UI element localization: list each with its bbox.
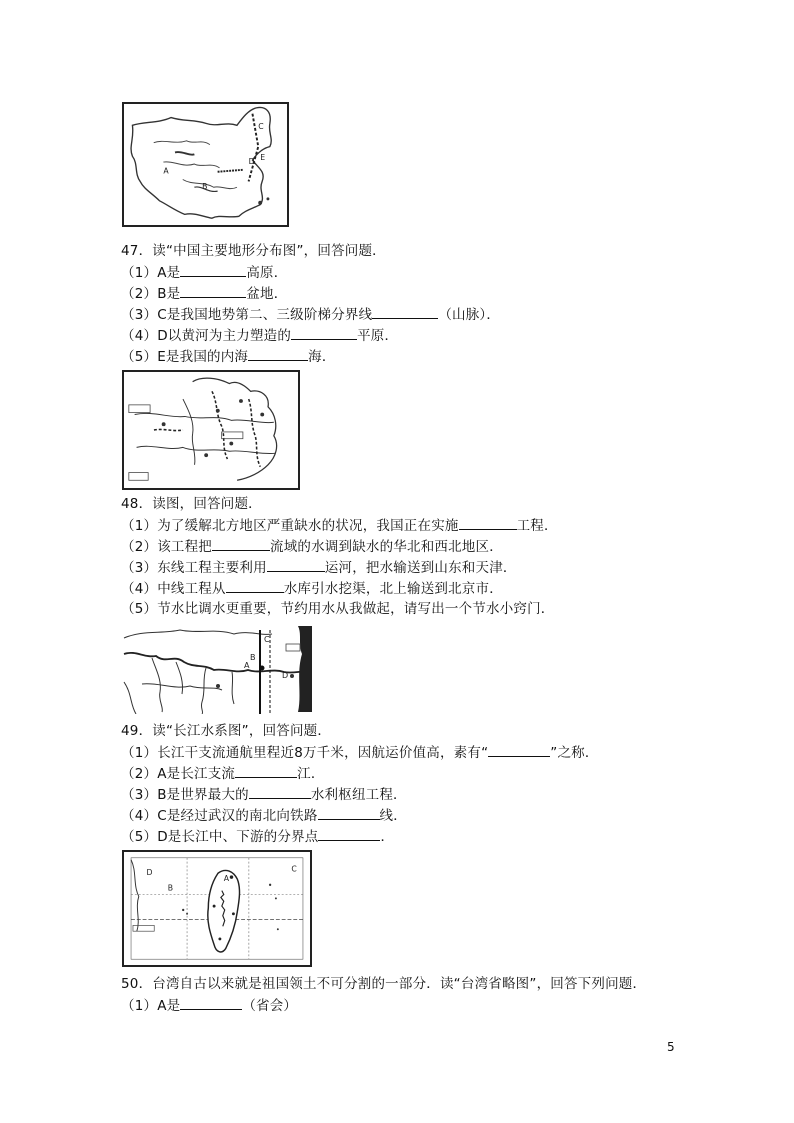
q50-item-1: （1）A是 （省会） — [121, 998, 298, 1014]
map-label-b: B — [202, 182, 208, 192]
q49-item-4: （4）C是经过武汉的南北向铁路 线． — [121, 808, 407, 824]
taiwan-map — [122, 850, 312, 967]
map-label-a: A — [163, 166, 169, 176]
water-diversion-map — [122, 370, 300, 490]
map-label-b: B — [167, 883, 174, 893]
page-number: 5 — [667, 1040, 675, 1054]
q47-item-3: （3）C是我国地势第二、三级阶梯分界线 （山脉）． — [121, 307, 501, 323]
map-label-a: A — [223, 873, 230, 883]
q50-title: 50．台湾自古以来就是祖国领土不可分割的一部分．读“台湾省略图”，回答下列问题． — [121, 976, 647, 992]
map-label-e: E — [260, 153, 266, 163]
q48-item-5: （5）节水比调水更重要，节约用水从我做起，请写出一个节水小窍门． — [121, 601, 555, 617]
map-label-c: C — [264, 635, 270, 644]
map-label-b: B — [250, 653, 256, 662]
q47-item-5: （5）E是我国的内海 海． — [121, 349, 336, 365]
map-label-c: C — [258, 122, 264, 132]
q47-item-2: （2）B是 盆地． — [121, 286, 288, 302]
q48-title: 48．读图，回答问题． — [121, 496, 262, 512]
q49-item-2: （2）A是长江支流 江． — [121, 766, 325, 782]
q49-item-3: （3）B是世界最大的 水利枢纽工程． — [121, 787, 407, 803]
yangtze-river-map — [122, 624, 312, 714]
q49-title: 49．读“长江水系图”，回答问题． — [121, 723, 332, 739]
map-label-d: D — [248, 157, 255, 167]
map-label-a: A — [244, 661, 250, 670]
china-terrain-map — [122, 102, 289, 227]
q48-item-1: （1）为了缓解北方地区严重缺水的状况，我国正在实施 工程． — [121, 518, 558, 534]
q48-item-3: （3）东线工程主要利用 运河，把水输送到山东和天津． — [121, 560, 517, 576]
map-label-d: D — [146, 868, 153, 878]
q49-item-1: （1）长江干支流通航里程近8万千米，因航运价值高，素有“ ”之称． — [121, 745, 599, 761]
q47-item-4: （4）D以黄河为主力塑造的 平原． — [121, 328, 399, 344]
map-label-d: D — [282, 671, 289, 680]
q48-item-2: （2）该工程把 流域的水调到缺水的华北和西北地区． — [121, 539, 503, 555]
q49-item-5: （5）D是长江中、下游的分界点 ． — [121, 829, 395, 845]
q48-item-4: （4）中线工程从 水库引水挖渠，北上输送到北京市． — [121, 581, 503, 597]
q47-item-1: （1）A是 高原． — [121, 265, 288, 281]
q47-title: 47．读“中国主要地形分布图”，回答问题． — [121, 243, 386, 259]
map-label-c: C — [291, 864, 297, 874]
